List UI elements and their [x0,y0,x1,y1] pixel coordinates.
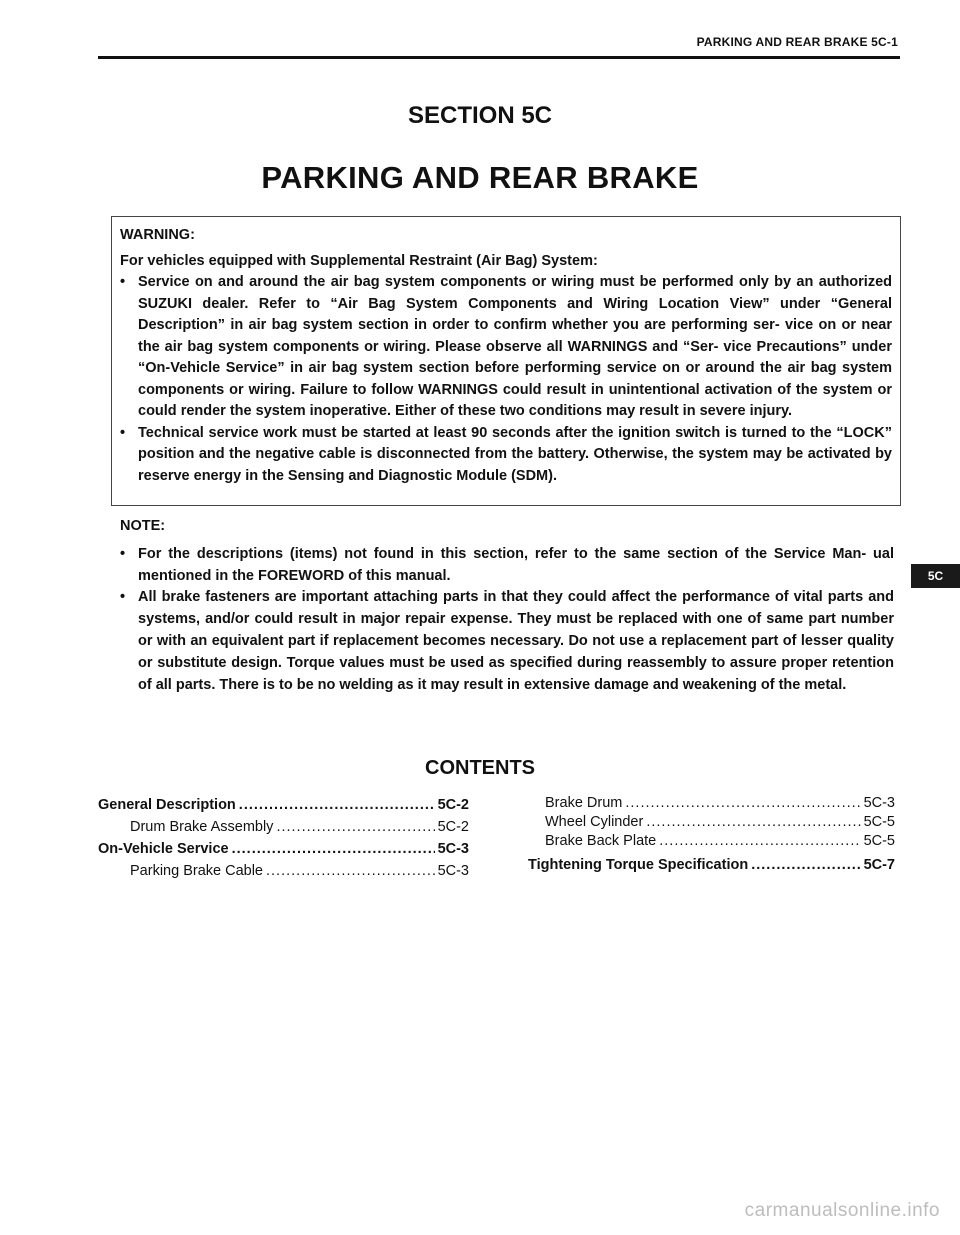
toc-label: On-Vehicle Service [98,841,229,857]
toc-label: Tightening Torque Specification [528,857,749,873]
note-section [120,516,894,696]
toc-page: 5C-7 [863,857,895,873]
toc-entry[interactable] [528,854,895,876]
section-label: SECTION 5C [407,102,553,129]
toc-entry[interactable] [98,838,469,860]
toc-page: 5C-3 [437,863,469,879]
toc-leader [232,838,435,860]
warning-item-text: Service on and around the air bag system components or wiring must be performed only by an authorized SUZUKI dealer. Refer to “Air Bag System Components and Wiring Location View” under “General Description” in air bag system section in order to confirm whether you are performing ser- vice on or near the air bag system components or wiring. Please observe all WARNINGS and “Ser- vice Precautions” under “On-Vehicle Service” in air bag system section before performing service on or around the air bag system components or wiring. Failure to follow WARNINGS could result in unintentional activation of the system or could render the system inoperative. Either of these two conditions may result in severe injury. [138,274,892,419]
contents-title: CONTENTS [425,757,535,779]
toc-page: 5C-2 [437,819,469,835]
warning-item [120,423,892,488]
toc-right-column [528,794,895,876]
warning-intro: For vehicles equipped with Supplemental Restraint (Air Bag) System: [120,252,598,269]
toc-entry[interactable] [528,832,895,851]
toc-entry[interactable] [98,860,469,882]
toc-leader [276,816,434,838]
toc-entry[interactable] [98,816,469,838]
toc-leader [625,794,860,813]
running-header: PARKING AND REAR BRAKE 5C-1 [696,35,898,49]
page-title: PARKING AND REAR BRAKE [261,160,699,195]
toc-leader [751,854,860,876]
warning-heading: WARNING: [120,227,195,243]
toc-entry[interactable] [528,794,895,813]
bullet-icon: • [120,545,126,562]
toc-label: Parking Brake Cable [130,863,263,879]
toc-label: Drum Brake Assembly [130,819,274,835]
toc-label: Wheel Cylinder [545,814,644,830]
watermark: carmanualsonline.info [744,1200,940,1221]
warning-item [120,272,892,423]
toc-leader [266,860,435,882]
toc-leader [659,832,860,851]
warning-list [120,272,892,487]
toc-left-column [98,794,469,882]
toc-entry[interactable] [98,794,469,816]
bullet-icon: • [120,424,126,441]
note-item-text: For the descriptions (items) not found in this section, refer to the same section of the Service Man- ual mentioned in the FOREWORD of this manual. [138,545,894,584]
toc-label: General Description [98,797,236,813]
note-item [120,587,894,696]
toc-leader [646,813,860,832]
note-item-text: All brake fasteners are important attaching parts in that they could affect the performance of vital parts and systems, and/or could result in major repair expense. They must be replaced with one of same part number or with an equivalent part if replacement becomes necessary. Do not use a replacement part of lesser quality or substitute design. Torque values must be used as specified during reassembly to assure proper retention of all parts. There is to be no welding as it may result in extensive damage and weakening of the metal. [138,589,894,693]
bullet-icon: • [120,274,126,290]
toc-page: 5C-5 [863,814,895,830]
toc-page: 5C-5 [863,833,895,849]
toc-label: Brake Back Plate [545,833,657,849]
toc-leader [239,794,435,816]
header-rule [98,56,900,59]
note-list [120,544,894,697]
note-heading: NOTE: [120,518,166,534]
toc-page: 5C-3 [437,841,469,857]
toc-page: 5C-3 [863,795,895,811]
toc-label: Brake Drum [545,795,623,811]
bullet-icon: • [120,589,126,606]
warning-item-text: Technical service work must be started at least 90 seconds after the ignition switch is turned to the “LOCK” position and the negative cable is disconnected from the battery. Otherwise, the system may be activated by reserve energy in the Sensing and Diagnostic Module (SDM). [138,424,892,484]
toc-entry[interactable] [528,813,895,832]
warning-box [111,216,901,506]
section-tab[interactable]: 5C [911,564,960,588]
note-item [120,544,894,588]
toc-page: 5C-2 [437,797,469,813]
